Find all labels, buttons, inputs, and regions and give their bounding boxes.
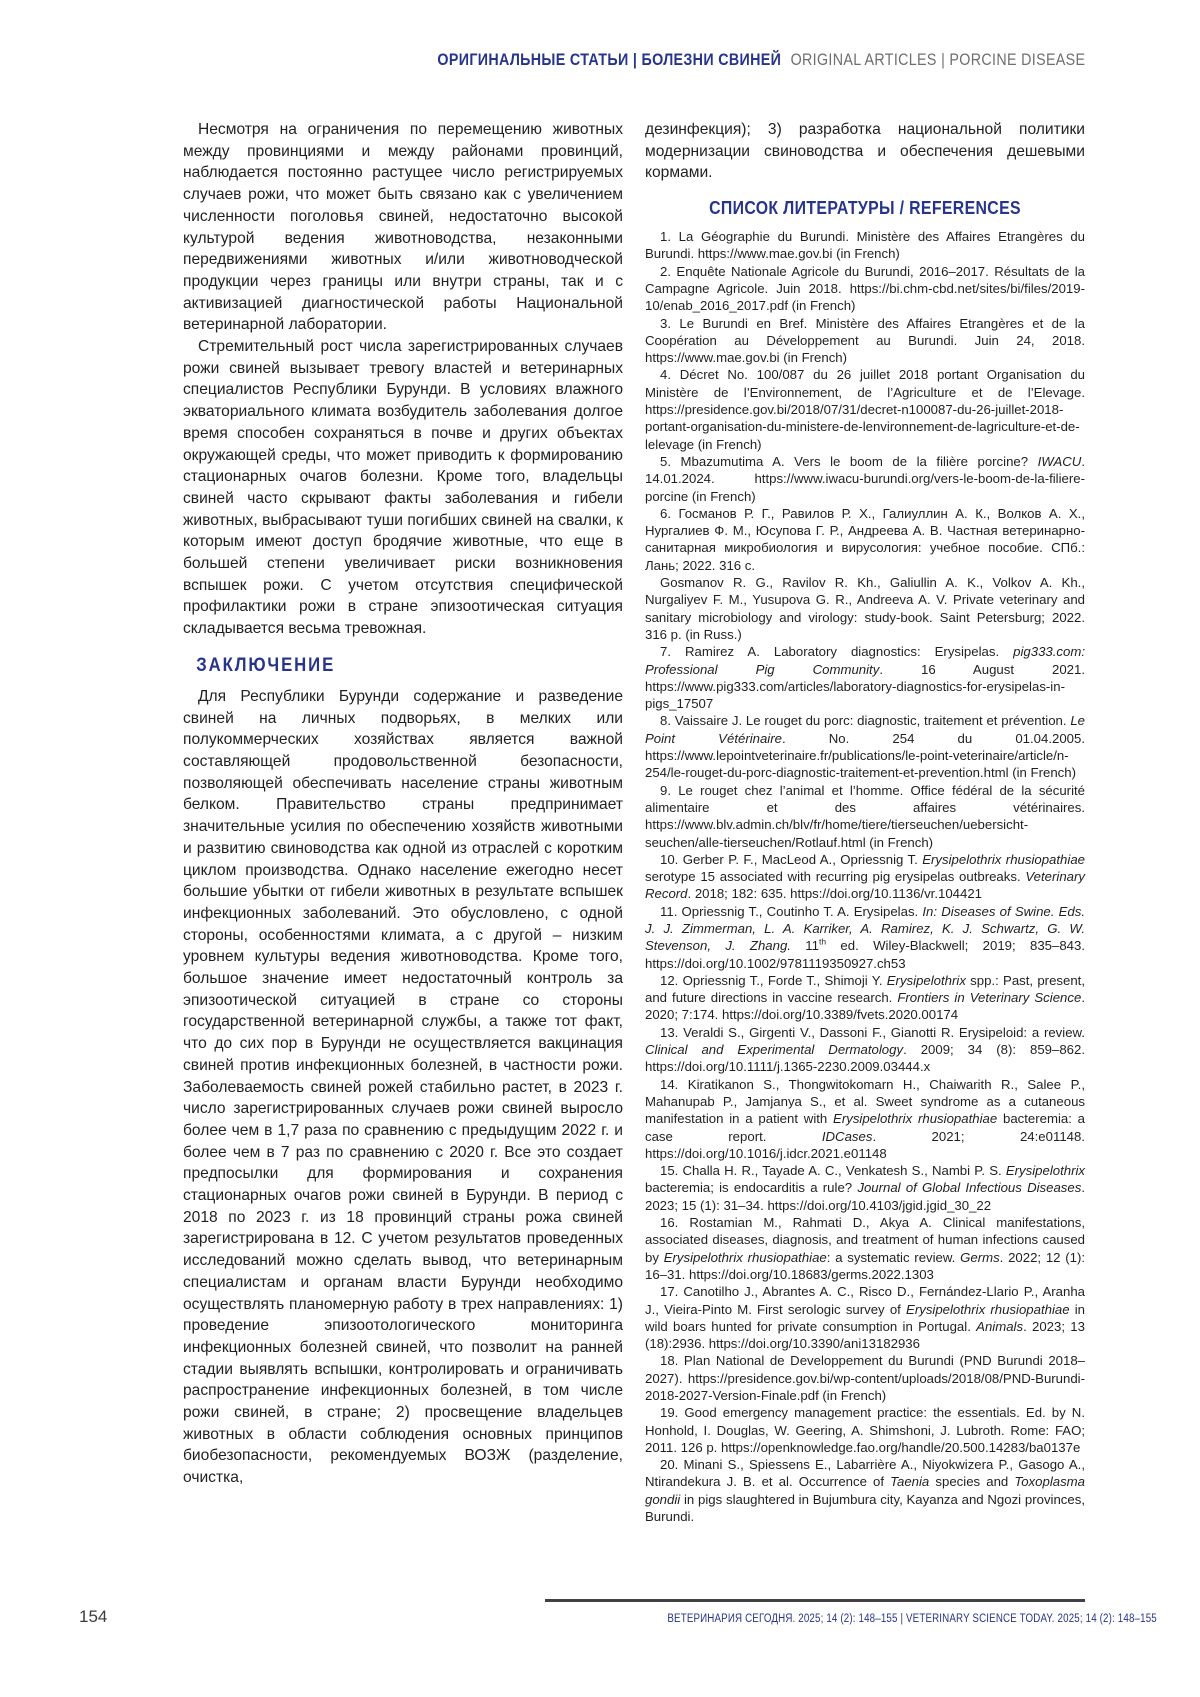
reference-item: 16. Rostamian M., Rahmati D., Akya A. Clinical manifestations, associated diseases, diagnosis, and treatment of human infections caused by Erysipelothrix rhusiopathiae: a systematic review. Germs. 2022; 12 (1): 16–31. https://doi.org/10.18683/germs.2022.1303 <box>645 1215 1086 1282</box>
reference-item: 8. Vaissaire J. Le rouget du porc: diagnostic, traitement et prévention. Le Point Vétérinaire. No. 254 du 01.04.2005. https://www.lepointveterinaire.fr/publications/le-point-veterinaire/article/n-254/le-rouget-du-porc-diagnostic-traitement-et-prevention.html (in French) <box>645 713 1085 781</box>
left-column <box>183 119 623 1525</box>
running-head <box>314 50 1085 70</box>
paragraph: Стремительный рост числа зарегистрированных случаев рожи свиней вызывает тревогу властей и ветеринарных специалистов Республики Бурунди. В условиях влажного экваториального климата возбудитель заболевания долгое время способен сохраняться в почве и других объектах окружающей среды, что может приводить к формированию стационарных очагов болезни. Кроме того, владельцы свиней часто скрывают факты заболевания и гибели животных, выбрасывают туши погибших свиней на свалки, к которым имеют доступ бродячие животные, что еще в большей степени увеличивает риски возникновения вспышек рожи. С учетом отсутствия специфической профилактики рожи в стране эпизоотическая ситуация складывается весьма тревожная. <box>183 338 623 638</box>
continuation-paragraph: дезинфекция); 3) разработка национальной политики модернизации свиноводства и обеспечения дешевыми кормами. <box>645 121 1085 182</box>
reference-item: 7. Ramirez A. Laboratory diagnostics: Erysipelas. pig333.com: Professional Pig Community. 16 August 2021. https://www.pig333.com/articles/laboratory-diagnostics-for-erysipelas-in-pigs_17507 <box>645 644 1085 712</box>
reference-item: 2. Enquête Nationale Agricole du Burundi, 2016–2017. Résultats de la Campagne Agricole. Juin 2018. https://bi.chm-cbd.net/sites/bi/files/2019-10/enab_2016_2017.pdf (in French) <box>645 263 1085 314</box>
reference-item: 6. Госманов Р. Г., Равилов Р. Х., Галиуллин А. К., Волков А. Х., Нургалиев Ф. М., Юсупова Г. Р., Андреева А. В. Частная ветеринарно-санитарная микробиология и вирусология: учебное пособие. СПб.: Лань; 2022. 316 с. <box>645 505 1085 573</box>
references-list <box>645 228 1085 1525</box>
two-column-layout <box>183 119 1085 1525</box>
paragraph: Несмотря на ограничения по перемещению животных между провинциями и между районами провинций, наблюдается постоянно растущее число регистрируемых случаев рожи, что может быть связано как с увеличением численности поголовья свиней, недостаточно высокой культурой ведения животноводства, незаконными передвижениями животных и/или животноводческой продукции через границы или внутри страны, так и с активизацией диагностической работы Национальной ветеринарной лаборатории. <box>183 121 623 334</box>
reference-item: 17. Canotilho J., Abrantes A. C., Risco D., Fernández-Llario P., Aranha J., Vieira-Pinto M. First serologic survey of Erysipelothrix rhusiopathiae in wild boars hunted for private consumption in Portugal. Animals. 2023; 13 (18):2936. https://doi.org/10.3390/ani13182936 <box>645 1284 1085 1352</box>
footer-journal-block <box>545 1599 1157 1627</box>
body-paragraphs <box>183 119 623 640</box>
reference-item: 9. Le rouget chez l’animal et l’homme. Office fédéral de la sécurité alimentaire et des affaires vétérinaires. https://www.blv.admin.ch/blv/fr/home/tiere/tierseuchen/uebersicht-seuchen/alle-tierseuchen/Rotlauf.html (in French) <box>645 782 1085 850</box>
reference-item: 20. Minani S., Spiessens E., Labarrière A., Niyokwizera P., Gasogo A., Ntirandekura J. B. et al. Occurrence of Taenia species and Toxoplasma gondii in pigs slaughtered in Bujumbura city, Kayanza and Ngozi provinces, Burundi. <box>645 1457 1085 1525</box>
right-column <box>645 119 1085 1525</box>
running-head-en: ORIGINAL ARTICLES | PORCINE DISEASE <box>790 50 1085 69</box>
conclusion-paragraphs <box>183 686 623 1489</box>
paragraph: Для Республики Бурунди содержание и разведение свиней на личных подворьях, в мелких или полукоммерческих хозяйствах является важной составляющей продовольственной безопасности, позволяющей обеспечивать население страны животным белком. Правительство страны предпринимает значительные усилия по обеспечению хозяйств животными и развитию свиноводства как одной из отраслей с коротким циклом производства. Однако население ежегодно несет большие убытки от гибели животных в результате вспышек инфекционных заболеваний. Это обусловлено, с одной стороны, особенностями климата, а с другой – низким уровнем культуры ведения животноводства. Кроме того, большое значение имеет недостаточный контроль за эпизоотической ситуацией в стране со стороны государственной ветеринарной службы, а также тот факт, что до сих пор в Бурунди не осуществляется вакцинация свиней против инфекционных болезней, в частности рожи. Заболеваемость свиней рожей стабильно растет, в 2023 г. число зарегистрированных случаев рожи свиней выросло более чем в 1,7 раза по сравнению с предыдущим 2022 г. и более чем в 7 раз по сравнению с 2020 г. Все это создает предпосылки для формирования и сохранения стационарных очагов рожи свиней в Бурунди. В период с 2018 по 2023 г. из 18 провинций страны рожа свиней зарегистрирована в 12. С учетом результатов проведенных исследований можно сделать вывод, что ветеринарным специалистам и органам власти Бурунди необходимо осуществлять планомерную работу в трех направлениях: 1) проведение эпизоотологического мониторинга инфекционных болезней свиней, что позволит на ранней стадии выявлять вспышки, контролировать и ограничивать распространение инфекционных болезней, в том числе рожи свиней, в стране; 2) просвещение владельцев животных в области соблюдения основных принципов биобезопасности, рекомендуемых ВОЗЖ (разделение, очистка, <box>183 687 623 1487</box>
reference-item: 11. Opriessnig T., Coutinho T. A. Erysipelas. In: Diseases of Swine. Eds. J. J. Zimmerman, L. A. Karriker, A. Ramirez, K. J. Schwartz, G. W. Stevenson, J. Zhang. 11th ed. Wiley-Blackwell; 2019; 835–843. https://doi.org/10.1002/9781119350927.ch53 <box>645 903 1086 971</box>
reference-item: 13. Veraldi S., Girgenti V., Dassoni F., Gianotti R. Erysipeloid: a review. Clinical and Experimental Dermatology. 2009; 34 (8): 859–862. https://doi.org/10.1111/j.1365-2230.2009.03444.x <box>645 1024 1085 1075</box>
reference-item: 12. Opriessnig T., Forde T., Shimoji Y. Erysipelothrix spp.: Past, present, and future directions in vaccine research. Frontiers in Veterinary Science. 2020; 7:174. https://doi.org/10.3389/fvets.2020.00174 <box>645 972 1085 1023</box>
footer-journal-line: ВЕТЕРИНАРИЯ СЕГОДНЯ. 2025; 14 (2): 148–155 | VETERINARY SCIENCE TODAY. 2025; 14 (2): 148–155 <box>667 1611 1157 1625</box>
conclusion-heading: ЗАКЛЮЧЕНИЕ <box>196 654 336 676</box>
reference-item: 10. Gerber P. F., MacLeod A., Opriessnig T. Erysipelothrix rhusiopathiae serotype 15 associated with recurring pig erysipelas outbreaks. Veterinary Record. 2018; 182: 635. https://doi.org/10.1136/vr.104421 <box>645 851 1085 902</box>
reference-item: 4. Décret No. 100/087 du 26 juillet 2018 portant Organisation du Ministère de l’Environnement, de l’Agriculture et de l’Elevage. https://presidence.gov.bi/2018/07/31/decret-n100087-du-26-juillet-2018-portant-organisation-du-ministere-de-lenvironnement-de-lagriculture-et-de-lelevage (in French) <box>645 367 1085 452</box>
reference-item: 15. Challa H. R., Tayade A. C., Venkatesh S., Nambi P. S. Erysipelothrix bacteremia; is endocarditis a rule? Journal of Global Infectious Diseases. 2023; 15 (1): 31–34. https://doi.org/10.4103/jgid.jgid_30_22 <box>645 1163 1085 1213</box>
running-head-ru: ОРИГИНАЛЬНЫЕ СТАТЬИ | БОЛЕЗНИ СВИНЕЙ <box>437 50 781 69</box>
reference-item: 5. Mbazumutima A. Vers le boom de la filière porcine? IWACU. 14.01.2024. https://www.iwacu-burundi.org/vers-le-boom-de-la-filiere-porcine (in French) <box>645 453 1085 504</box>
references-heading: СПИСОК ЛИТЕРАТУРЫ / REFERENCES <box>709 198 1021 219</box>
page-number: 154 <box>79 1607 108 1626</box>
reference-item: 19. Good emergency management practice: the essentials. Ed. by N. Honhold, I. Douglas, W. Geering, A. Shimshoni, J. Lubroth. Rome: FAO; 2011. 126 p. https://openknowledge.fao.org/handle/20.500.14283/ba0137e <box>645 1405 1085 1455</box>
reference-item: 18. Plan National de Developpement du Burundi (PND Burundi 2018–2027). https://presidence.gov.bi/wp-content/uploads/2018/08/PND-Burundi-2018-2027-Version-Finale.pdf (in French) <box>645 1353 1085 1403</box>
reference-item: 3. Le Burundi en Bref. Ministère des Affaires Etrangères et de la Coopération au Développement au Burundi. Juin 24, 2018. https://www.mae.gov.bi (in French) <box>645 315 1085 366</box>
reference-item: 14. Kiratikanon S., Thongwitokomarn H., Chaiwarith R., Salee P., Mahanupab P., Jamjanya S., et al. Sweet syndrome as a cutaneous manifestation in a patient with Erysipelothrix rhusiopathiae bacteremia: a case report. IDCases. 2021; 24:e01148. https://doi.org/10.1016/j.idcr.2021.e01148 <box>645 1076 1086 1161</box>
reference-item: 1. La Géographie du Burundi. Ministère des Affaires Etrangères du Burundi. https://www.mae.gov.bi (in French) <box>645 229 1085 262</box>
reference-item: Gosmanov R. G., Ravilov R. Kh., Galiullin A. K., Volkov A. Kh., Nurgaliyev F. M., Yusupova G. R., Andreeva A. V. Private veterinary and sanitary microbiology and virology: study-book. Saint Petersburg; 2022. 316 p. (in Russ.) <box>645 575 1085 642</box>
